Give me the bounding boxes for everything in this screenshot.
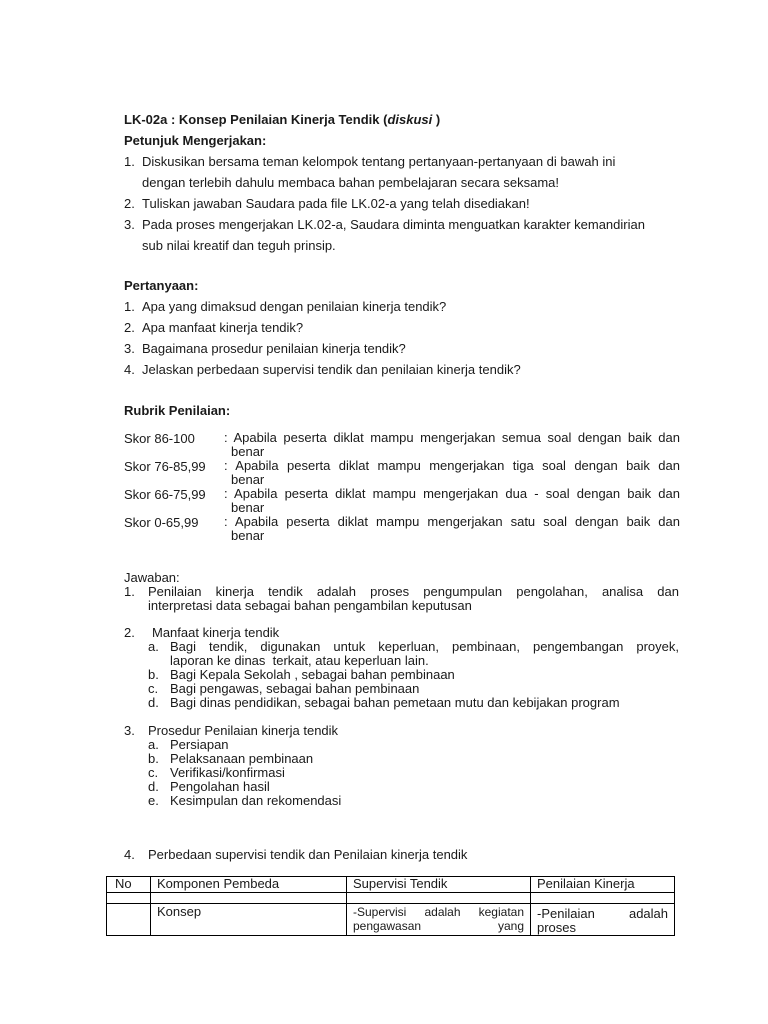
jawaban-num: 2. [124, 625, 135, 640]
pertanyaan-text: Apa manfaat kinerja tendik? [142, 320, 304, 335]
manfaat-letter: c. [148, 681, 159, 696]
prosedur-text: Pengolahan hasil [170, 779, 270, 794]
prosedur-text: Pelaksanaan pembinaan [170, 751, 314, 766]
jawaban-text: Penilaian kinerja tendik adalah proses pengumpulan pengolahan, analisa dan [148, 584, 679, 599]
pertanyaan-num: 3. [124, 341, 135, 356]
penilaian-text: -Penilaian adalah [537, 906, 668, 921]
prosedur-text: Verifikasi/konfirmasi [170, 765, 285, 780]
prosedur-text: Kesimpulan dan rekomendasi [170, 793, 342, 808]
prosedur-text: Persiapan [170, 737, 229, 752]
table-header-cell: Penilaian Kinerja [531, 877, 675, 893]
pertanyaan-text: Bagaimana prosedur penilaian kinerja tendik? [142, 341, 406, 356]
table-cell: Konsep [151, 904, 347, 936]
prosedur-letter: b. [148, 751, 159, 766]
table-cell [531, 893, 675, 904]
rubrik-text: : Apabila peserta diklat mampu mengerjakan satu soal dengan baik dan [224, 514, 680, 529]
prosedur-letter: a. [148, 737, 159, 752]
rubrik-text: benar [231, 528, 265, 543]
rubrik-text: benar [231, 472, 265, 487]
table-cell [347, 904, 531, 936]
jawaban-num: 1. [124, 584, 135, 599]
pertanyaan-num: 2. [124, 320, 135, 335]
comparison-table [106, 876, 675, 936]
table-cell [151, 893, 347, 904]
rubrik-text: benar [231, 444, 265, 459]
petunjuk-num: 2. [124, 196, 135, 211]
petunjuk-text: sub nilai kreatif dan teguh prinsip. [142, 238, 336, 253]
jawaban-num: 4. [124, 847, 135, 862]
rubrik-text: benar [231, 500, 265, 515]
petunjuk-text: Diskusikan bersama teman kelompok tentang pertanyaan-pertanyaan di bawah ini [142, 154, 616, 169]
pertanyaan-text: Jelaskan perbedaan supervisi tendik dan penilaian kinerja tendik? [142, 362, 521, 377]
table-cell [347, 893, 531, 904]
table-row [107, 904, 675, 936]
prosedur-letter: e. [148, 793, 159, 808]
jawaban-heading: Jawaban: [124, 570, 180, 585]
table-cell [107, 893, 151, 904]
rubrik-text: : Apabila peserta diklat mampu mengerjakan dua - soal dengan baik dan [224, 486, 680, 501]
manfaat-text: laporan ke dinas terkait, atau keperluan lain. [170, 653, 429, 668]
table-header-cell: Supervisi Tendik [347, 877, 531, 893]
petunjuk-text: Tuliskan jawaban Saudara pada file LK.02-a yang telah disediakan! [142, 196, 530, 211]
manfaat-letter: b. [148, 667, 159, 682]
manfaat-text: Bagi tendik, digunakan untuk keperluan, pembinaan, pengembangan proyek, [170, 639, 679, 654]
supervisi-text: -Supervisi adalah kegiatan [353, 905, 524, 919]
table-cell [531, 904, 675, 936]
manfaat-text: Bagi pengawas, sebagai bahan pembinaan [170, 681, 420, 696]
jawaban-subtitle: Perbedaan supervisi tendik dan Penilaian kinerja tendik [148, 847, 468, 862]
manfaat-letter: d. [148, 695, 159, 710]
rubrik-heading: Rubrik Penilaian: [124, 403, 231, 418]
jawaban-subtitle: Manfaat kinerja tendik [152, 625, 280, 640]
title-text: LK-02a : Konsep Penilaian Kinerja Tendik ( [124, 112, 388, 127]
pertanyaan-text: Apa yang dimaksud dengan penilaian kinerja tendik? [142, 299, 447, 314]
table-header-cell: Komponen Pembeda [151, 877, 347, 893]
manfaat-letter: a. [148, 639, 159, 654]
penilaian-text: proses [537, 920, 577, 935]
pertanyaan-num: 1. [124, 299, 135, 314]
petunjuk-num: 1. [124, 154, 135, 169]
rubrik-label: Skor 86-100 [124, 431, 195, 446]
rubrik-label: Skor 66-75,99 [124, 487, 206, 502]
supervisi-text: pengawasan yang [353, 919, 524, 933]
title-end: ) [432, 112, 441, 127]
rubrik-label: Skor 0-65,99 [124, 515, 199, 530]
manfaat-text: Bagi Kepala Sekolah , sebagai bahan pembinaan [170, 667, 455, 682]
petunjuk-text: Pada proses mengerjakan LK.02-a, Saudara diminta menguatkan karakter kemandirian [142, 217, 645, 232]
rubrik-text: : Apabila peserta diklat mampu mengerjakan tiga soal dengan baik dan [224, 458, 680, 473]
table-header-cell: No [107, 877, 151, 893]
jawaban-subtitle: Prosedur Penilaian kinerja tendik [148, 723, 339, 738]
petunjuk-text: dengan terlebih dahulu membaca bahan pembelajaran secara seksama! [142, 175, 559, 190]
rubrik-label: Skor 76-85,99 [124, 459, 206, 474]
pertanyaan-heading: Pertanyaan: [124, 278, 199, 293]
table-cell [107, 904, 151, 936]
title-italic: diskusi [387, 112, 433, 127]
manfaat-text: Bagi dinas pendidikan, sebagai bahan pemetaan mutu dan kebijakan program [170, 695, 620, 710]
petunjuk-heading: Petunjuk Mengerjakan: [124, 133, 267, 148]
jawaban-num: 3. [124, 723, 135, 738]
pertanyaan-num: 4. [124, 362, 135, 377]
document-title [124, 112, 440, 127]
jawaban-text: interpretasi data sebagai bahan pengambilan keputusan [148, 598, 472, 613]
petunjuk-num: 3. [124, 217, 135, 232]
rubrik-text: : Apabila peserta diklat mampu mengerjakan semua soal dengan baik dan [224, 430, 680, 445]
table-header-row [107, 877, 675, 893]
prosedur-letter: d. [148, 779, 159, 794]
prosedur-letter: c. [148, 765, 159, 780]
table-row [107, 893, 675, 904]
